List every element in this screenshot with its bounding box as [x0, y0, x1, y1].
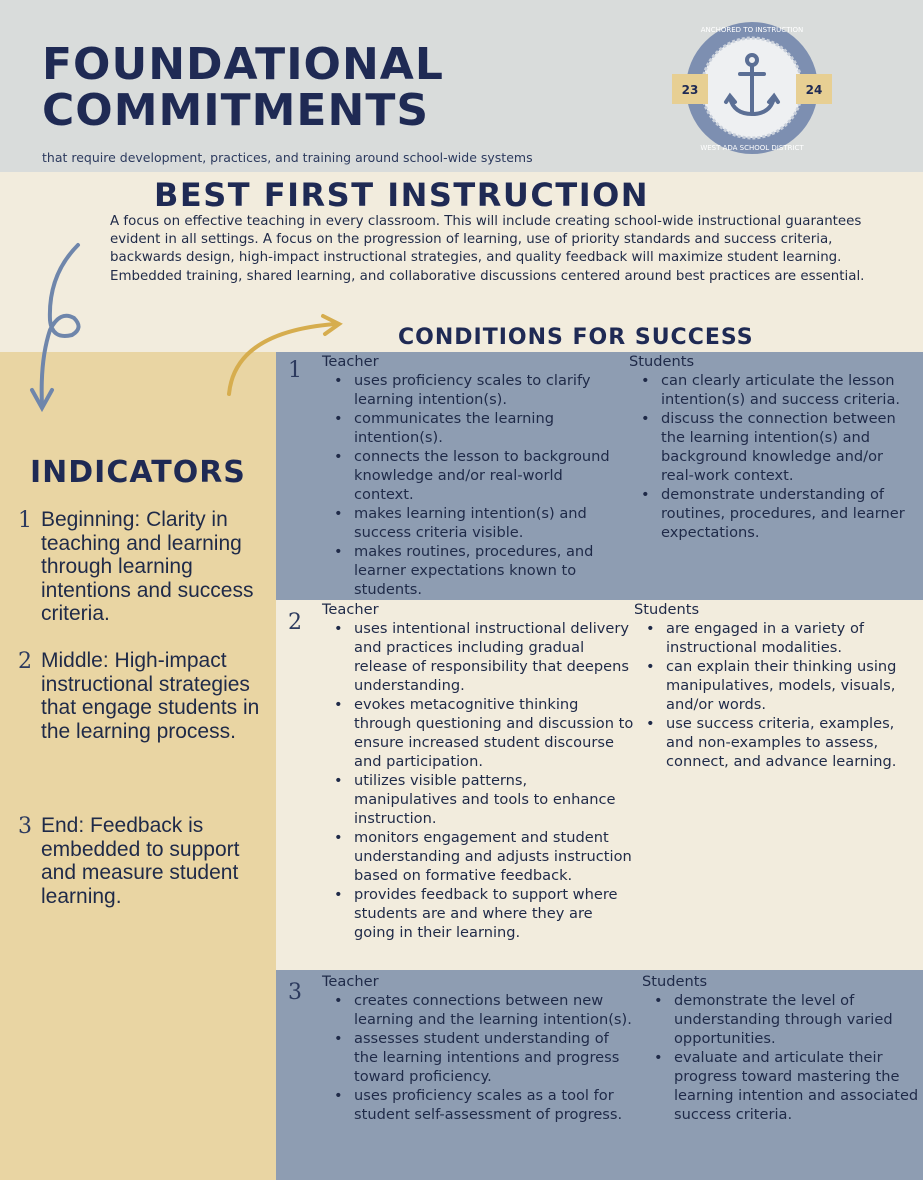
page-subtitle: that require development, practices, and training around school-wide systems: [42, 150, 533, 165]
page-title: [42, 39, 444, 136]
teacher-label: Teacher: [322, 353, 379, 370]
teacher-column: [322, 600, 634, 942]
list-item: • utilizes visible patterns, manipulatives and tools to enhance instruction.: [322, 771, 634, 828]
section-description: A focus on effective teaching in every classroom. This will include creating school-wide instructional guarantees evident in all settings. A focus on the progression of learning, use of priority standards and success criteria, backwards design, high-impact instructional strategies, and quality feedback will maximize student learning. Embedded training, shared learning, and collaborative discussions centered around best practices are essential.: [110, 214, 865, 284]
badge-year-right: 24: [805, 83, 823, 97]
section-title-best-first-instruction: BEST FIRST INSTRUCTION: [154, 176, 650, 214]
badge-year-left: 23: [681, 83, 699, 97]
badge-top-text: ANCHORED TO INSTRUCTION: [700, 26, 804, 34]
list-item: • demonstrate the level of understanding through varied opportunities.: [642, 991, 919, 1048]
list-item: • provides feedback to support where students are and where they are going in their learning.: [322, 885, 634, 942]
list-item: • makes routines, procedures, and learner expectations known to students.: [322, 542, 622, 599]
list-item: • demonstrate understanding of routines, procedures, and learner expectations.: [629, 485, 919, 542]
conditions-row-3: [276, 970, 923, 1180]
list-item: • evaluate and articulate their progress toward mastering the learning intention and associated success criteria.: [642, 1048, 919, 1124]
section-title-conditions: CONDITIONS FOR SUCCESS: [398, 325, 754, 350]
students-label: Students: [642, 973, 708, 990]
list-item: • communicates the learning intention(s).: [322, 409, 622, 447]
list-item: • can explain their thinking using manipulatives, models, visuals, and/or words.: [634, 657, 919, 714]
students-column: [629, 352, 919, 542]
row-number: 2: [288, 610, 302, 635]
list-item: • makes learning intention(s) and success criteria visible.: [322, 504, 622, 542]
row-number: 1: [288, 358, 302, 383]
indicator-text: Middle: High-impact instructional strategies that engage students in the learning process.: [41, 649, 260, 743]
list-item: • are engaged in a variety of instructional modalities.: [634, 619, 919, 657]
list-item: • use success criteria, examples, and non-examples to assess, connect, and advance learning.: [634, 714, 919, 771]
students-column: [642, 972, 919, 1124]
row-number: 3: [288, 980, 302, 1005]
list-item: • assesses student understanding of the learning intentions and progress toward proficiency.: [322, 1029, 636, 1086]
indicator-text: Beginning: Clarity in teaching and learning through learning intentions and success criteria.: [41, 508, 254, 625]
badge-bottom-text: WEST ADA SCHOOL DISTRICT: [700, 144, 804, 152]
title-line-1: FOUNDATIONAL: [42, 39, 444, 90]
list-item: • monitors engagement and student understanding and adjusts instruction based on formative feedback.: [322, 828, 634, 885]
list-item: • creates connections between new learning and the learning intention(s).: [322, 991, 636, 1029]
indicator-number: 1: [18, 508, 32, 533]
list-item: • uses intentional instructional delivery and practices including gradual release of responsibility that deepens understanding.: [322, 619, 634, 695]
indicator-text: End: Feedback is embedded to support and measure student learning.: [41, 814, 240, 908]
conditions-row-2: [276, 600, 923, 970]
district-badge: [672, 16, 832, 161]
list-item: • connects the lesson to background knowledge and/or real-world context.: [322, 447, 622, 504]
teacher-label: Teacher: [322, 601, 379, 618]
conditions-row-1: [276, 352, 923, 600]
list-item: • can clearly articulate the lesson intention(s) and success criteria.: [629, 371, 919, 409]
teacher-label: Teacher: [322, 973, 379, 990]
students-column: [634, 600, 919, 771]
list-item: • uses proficiency scales as a tool for student self-assessment of progress.: [322, 1086, 636, 1124]
indicator-number: 3: [18, 814, 32, 839]
teacher-column: [322, 352, 622, 599]
indicators-title: INDICATORS: [30, 455, 246, 490]
title-line-2: COMMITMENTS: [42, 85, 430, 136]
list-item: • uses proficiency scales to clarify learning intention(s).: [322, 371, 622, 409]
students-label: Students: [629, 353, 695, 370]
curly-arrow-down-icon: [20, 240, 90, 415]
students-label: Students: [634, 601, 700, 618]
indicator-number: 2: [18, 649, 32, 674]
list-item: • discuss the connection between the learning intention(s) and background knowledge and/or real-work context.: [629, 409, 919, 485]
teacher-column: [322, 972, 636, 1124]
list-item: • evokes metacognitive thinking through questioning and discussion to ensure increased student discourse and participation.: [322, 695, 634, 771]
